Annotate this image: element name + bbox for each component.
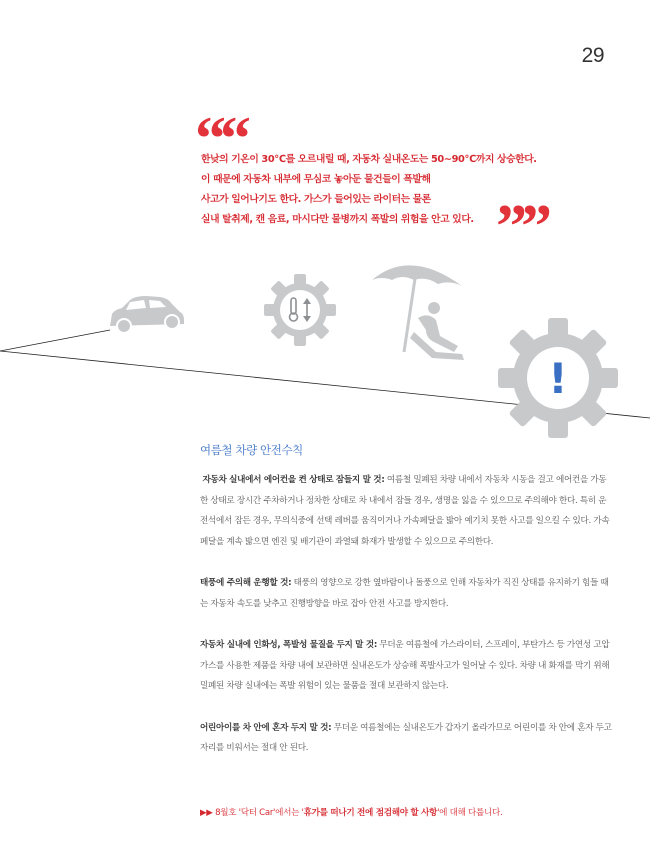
quote-line: 한낮의 기온이 30℃를 오르내릴 때, 자동차 실내온도는 50∼90℃까지 상승한다. [201, 154, 537, 165]
rule-heading: 자동차 실내에서 에어컨을 켠 상태로 잠들지 말 것: [202, 475, 385, 485]
rule-paragraph [200, 470, 612, 552]
rule-text: 무더운 여름철에 가스라이터, 스프레이, 부탄가스 등 가연성 고압가스를 사용한 제품을 차량 내에 보관하면 실내온도가 상승해 폭발사고가 일어날 수 있다. 차량 내 화재를 막기 위해 밀폐된 차량 실내에는 폭발 위험이 있는 물품을 절대 보관하지 않는다. [200, 640, 610, 691]
footer-suffix: '에 대해 다룹니다. [437, 808, 503, 818]
close-quote-mark: ”” [496, 193, 546, 261]
rule-paragraph [200, 718, 612, 759]
rule-heading: 자동차 실내에 인화성, 폭발성 물질을 두지 말 것: [200, 640, 377, 650]
page-number: 29 [581, 44, 604, 67]
warning-symbol: ! [548, 354, 568, 403]
car-icon [110, 296, 184, 333]
thermometer-gear-icon [264, 274, 336, 346]
rule-text: 여름철 밀폐된 차량 내에서 자동차 시동을 걸고 에어컨을 가동한 상태로 장시간 주차하거나 정차한 상태로 차 내에서 잠들 경우, 생명을 잃을 수 있으므로 주의해야 한다. 특히 운전석에서 잠든 경우, 무의식중에 선택 레버를 움직이거나 가속페달을 밟아 예기치 못한 사고를 일으킬 수 있다. 가속페달을 계속 밟으면 엔진 및 배기관이 과열돼 화재가 발생할 수 있으므로 주의한다. [200, 475, 610, 547]
road-line-segment [0, 330, 110, 351]
rule-paragraph [200, 635, 612, 697]
open-quote-mark: ““ [195, 105, 245, 173]
rule-heading: 어린아이를 차 안에 혼자 두지 말 것: [200, 722, 332, 733]
rule-heading: 태풍에 주의해 운행할 것: [200, 578, 292, 588]
quote-line: 이 때문에 자동차 내부에 무심코 놓아둔 물건들이 폭발해 [201, 174, 431, 185]
quote-line: 사고가 일어나기도 한다. 가스가 들어있는 라이터는 물론 [201, 194, 431, 205]
section-title: 여름철 차량 안전수칙 [200, 443, 303, 457]
safety-rules [200, 470, 612, 780]
quote-line: 실내 탈취제, 캔 음료, 마시다만 물병까지 폭발의 위험을 안고 있다. [201, 214, 474, 225]
summer-illustration [0, 250, 650, 450]
footer-highlight: 휴가를 떠나기 전에 점검해야 할 사항 [303, 808, 438, 818]
warning-gear-icon [498, 318, 618, 438]
arrow-icon: ▶▶ [200, 808, 213, 818]
footer-prefix: 8월호 '닥터 Car'에서는 ' [215, 808, 304, 818]
beach-umbrella-person-icon [372, 265, 464, 360]
rule-paragraph [200, 573, 612, 614]
footer-note [200, 806, 502, 818]
rule-text: 태풍의 영향으로 강한 옆바람이나 돌풍으로 인해 자동차가 직진 상태를 유지하기 힘들 때는 자동차 속도를 낮추고 진행방향을 바로 잡아 안전 사고를 방지한다. [200, 578, 609, 609]
rule-text: 무더운 여름철에는 실내온도가 갑자기 올라가므로 어린이를 차 안에 혼자 두고 자리를 비워서는 절대 안 된다. [200, 722, 612, 753]
